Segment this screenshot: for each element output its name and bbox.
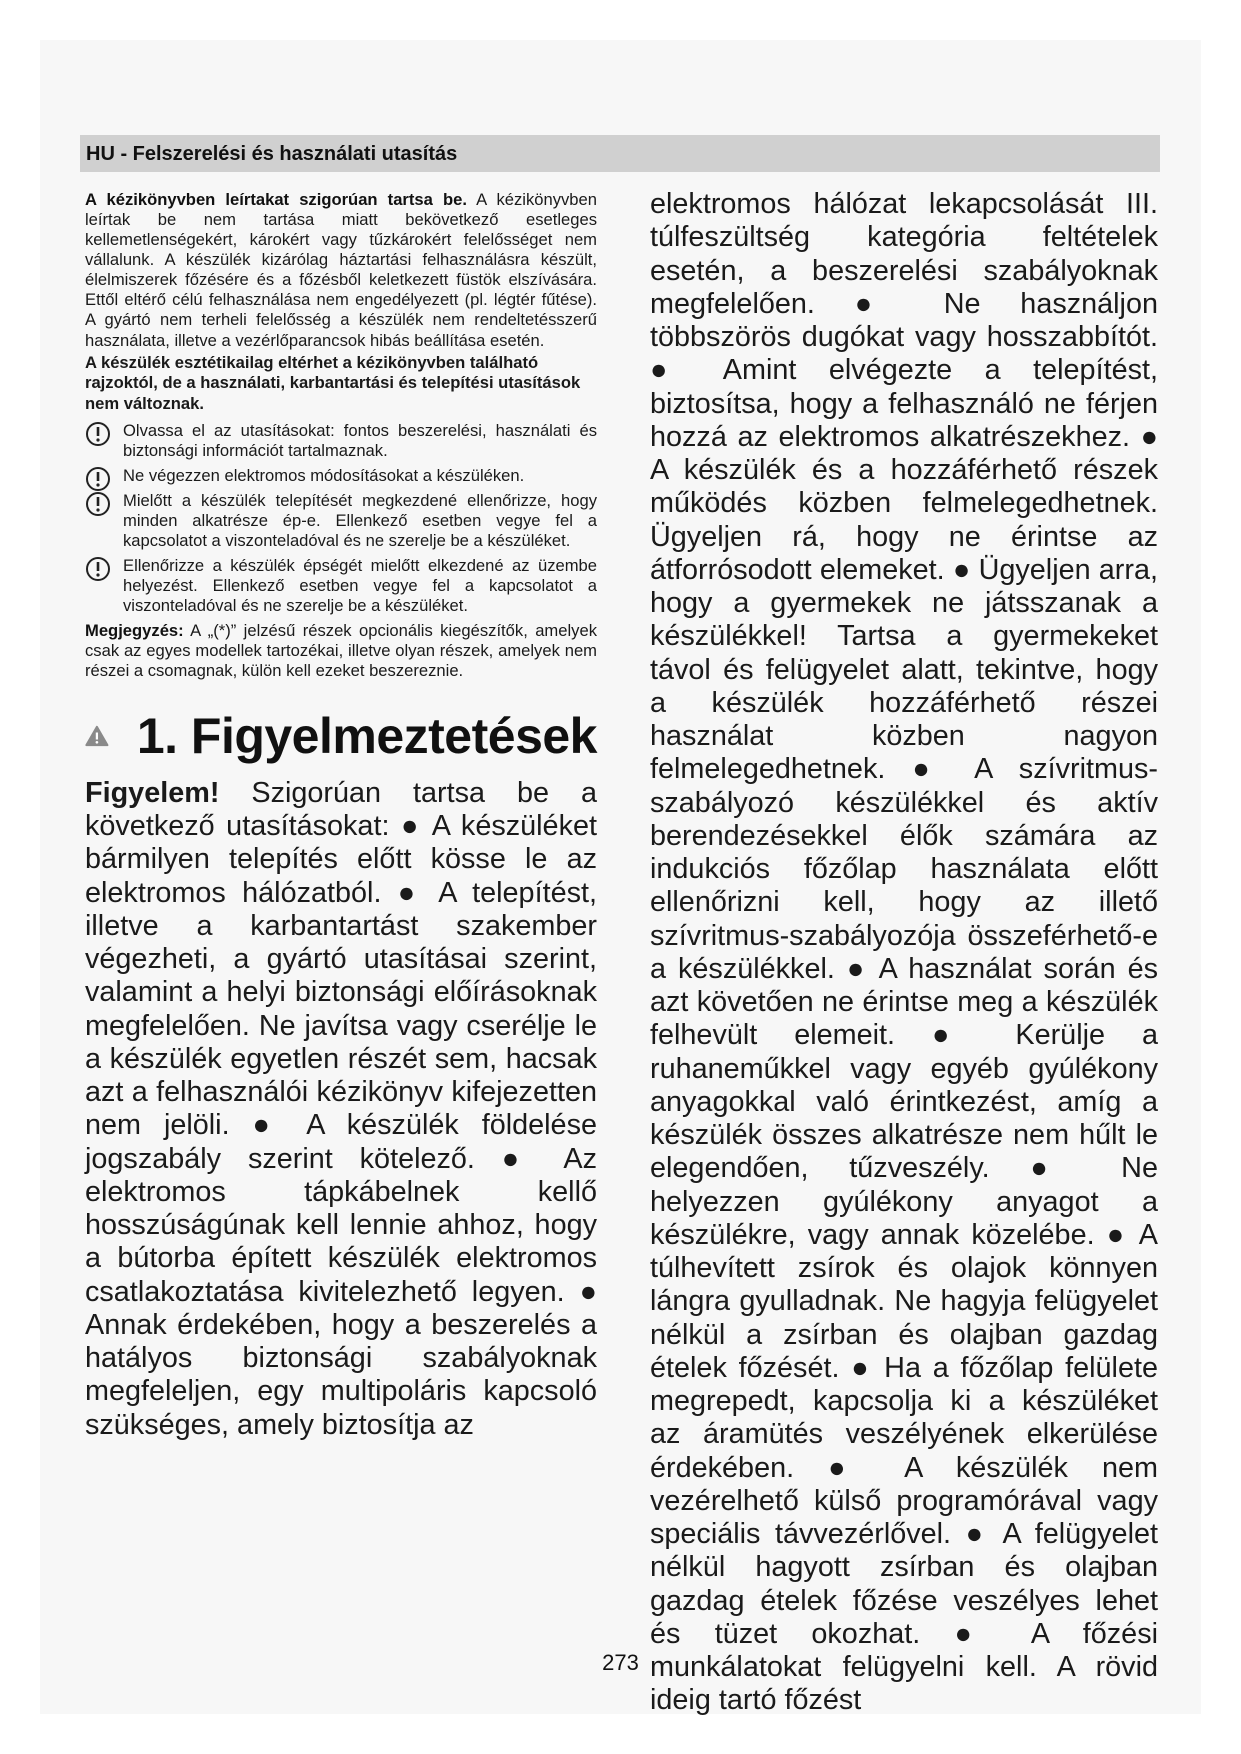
warnings-text-left: Szigorúan tartsa be a következő utasításokat: ● A készüléket bármilyen telepítés előtt kösse le az elektromos hálózatból. ● A telepítést, illetve a karbantartást szakember végezheti, a gyártó utasításai szerint, valamint a helyi biztonsági előírásoknak megfelelően. Ne javítsa vagy cserélje le a készülék egyetlen részét sem, hacsak azt a felhasználói kézikönyv kifejezetten nem jelöli. ● A készülék földelése jogszabály szerint kötelező. ● Az elektromos tápkábelnek kellő hosszúságúnak kell lennie ahhoz, hogy a bútorba épített készülék elektromos csatlakoztatása kivitelezhető legyen. ● Annak érdekében, hogy a beszerelés a hatályos biztonsági szabályoknak megfeleljen, egy multipoláris kapcsoló szükséges, amely biztosítja az	[85, 776, 597, 1441]
page-title: HU - Felszerelési és használati utasítás	[86, 143, 458, 165]
warnings-body-right: elektromos hálózat lekapcsolását III. túlfeszültség kategória feltételek esetén, a beszerelési szabályoknak megfelelően. ● Ne használjon többszörös dugókat vagy hosszabbítót. ● Amint elvégezte a telepítést, biztosítsa, hogy a felhasználó ne férjen hozzá az elektromos alkatrészekhez. ● A készülék és a hozzáférhető részek működés közben felmelegedhetnek. Ügyeljen rá, hogy ne érintse az átforrósodott elemeket. ● Ügyeljen arra, hogy a gyermekek ne játsszanak a készülékkel! Tartsa a gyermekeket távol és felügyelet alatt, tekintve, hogy a készülék hozzáférhető részei használat közben nagyon felmelegedhetnek. ● A szívritmus-szabályozó készülékkel és aktív berendezésekkel élők számára az indukciós főzőlap használata előtt ellenőrizni kell, hogy az illető szívritmus-szabályozója összeférhető-e a készülékkel. ● A használat során és azt követően ne érintse meg a készülék felhevült elemeit. ● Kerülje a ruhaneműkkel vagy egyéb gyúlékony anyagokkal való érintkezést, amíg a készülék összes alkatrésze nem hűlt le elegendően, tűzveszély. ● Ne helyezzen gyúlékony anyagot a készülékre, vagy annak közelébe. ● A túlhevített zsírok és olajok könnyen lángra gyulladnak. Ne hagyja felügyelet nélkül a zsírban és olajban gazdag ételek főzését. ● Ha a főzőlap felülete megrepedt, kapcsolja ki a készüléket az áramütés veszélyének elkerülése érdekében. ● A készülék nem vezérelhető külső programórával vagy speciális távvezérlővel. ● A felügyelet nélkül hagyott zsírban és olajban gazdag ételek főzése veszélyes lehet és tüzet okozhat. ● A főzési munkálatokat felügyelni kell. A rövid ideig tartó főzést	[650, 188, 1158, 1717]
warnings-body-left	[85, 777, 597, 1442]
header-bar	[80, 135, 1160, 172]
warning-item	[85, 491, 597, 551]
attention-icon	[85, 491, 111, 517]
left-column	[85, 190, 597, 1442]
attention-icon	[85, 556, 111, 582]
note-text: A „(*)” jelzésű részek opcionális kiegészítők, amelyek csak az egyes modellek tartozékai, illetve olyan részek, amelyek nem részei a csomagnak, külön kell ezeket beszereznie.	[85, 620, 597, 680]
attention-icon	[85, 421, 111, 447]
warning-item	[85, 556, 597, 616]
intro-paragraph	[85, 190, 597, 351]
warning-item	[85, 466, 597, 486]
aesthetic-note: A készülék esztétikailag eltérhet a kézikönyvben található rajzoktól, de a használati, karbantartási és telepítési utasítások nem változnak.	[85, 352, 581, 414]
warnings-lead: Figyelem!	[85, 776, 220, 809]
page-number: 273	[602, 1650, 639, 1675]
warning-text: Mielőtt a készülék telepítését megkezdené ellenőrizze, hogy minden alkatrésze ép-e. Ellenkező esetben vegye fel a kapcsolatot a viszonteladóval és ne szerelje be a készüléket.	[123, 491, 597, 551]
attention-icon	[85, 466, 111, 492]
intro-lead: A kézikönyvben leírtakat szigorúan tartsa be.	[85, 190, 467, 209]
note-paragraph	[85, 621, 597, 681]
warning-text: Olvassa el az utasításokat: fontos beszerelési, használati és biztonsági információt tartalmaznak.	[123, 420, 597, 460]
warning-item	[85, 421, 597, 461]
note-label: Megjegyzés:	[85, 620, 184, 640]
warning-text: Ellenőrizze a készülék épségét mielőtt elkezdené az üzembe helyezést. Ellenkező esetben vegye fel a kapcsolatot a viszonteladóval és ne szerelje be a készüléket.	[123, 556, 597, 616]
intro-text: A kézikönyvben leírtak be nem tartása miatt bekövetkező esetleges kellemetlenségekért, károkért vagy tűzkárokért felelősséget nem vállalunk. A készülék kizárólag háztartási felhasználásra készült, élelmiszerek főzésére és a főzésből keletkezett füstök elszívására. Ettől eltérő célú felhasználása nem engedélyezett (pl. légtér fűtése). A gyártó nem terheli felelősség a készülék nem rendeltetésszerű használata, illetve a vezérlőparancsok hibás beállítása esetén.	[85, 190, 597, 350]
warning-triangle-icon	[85, 721, 109, 751]
section-heading	[85, 707, 597, 765]
section-title: 1. Figyelmeztetések	[136, 707, 597, 764]
right-column	[650, 188, 1158, 1718]
warning-text: Ne végezzen elektromos módosításokat a készüléken.	[123, 465, 525, 485]
